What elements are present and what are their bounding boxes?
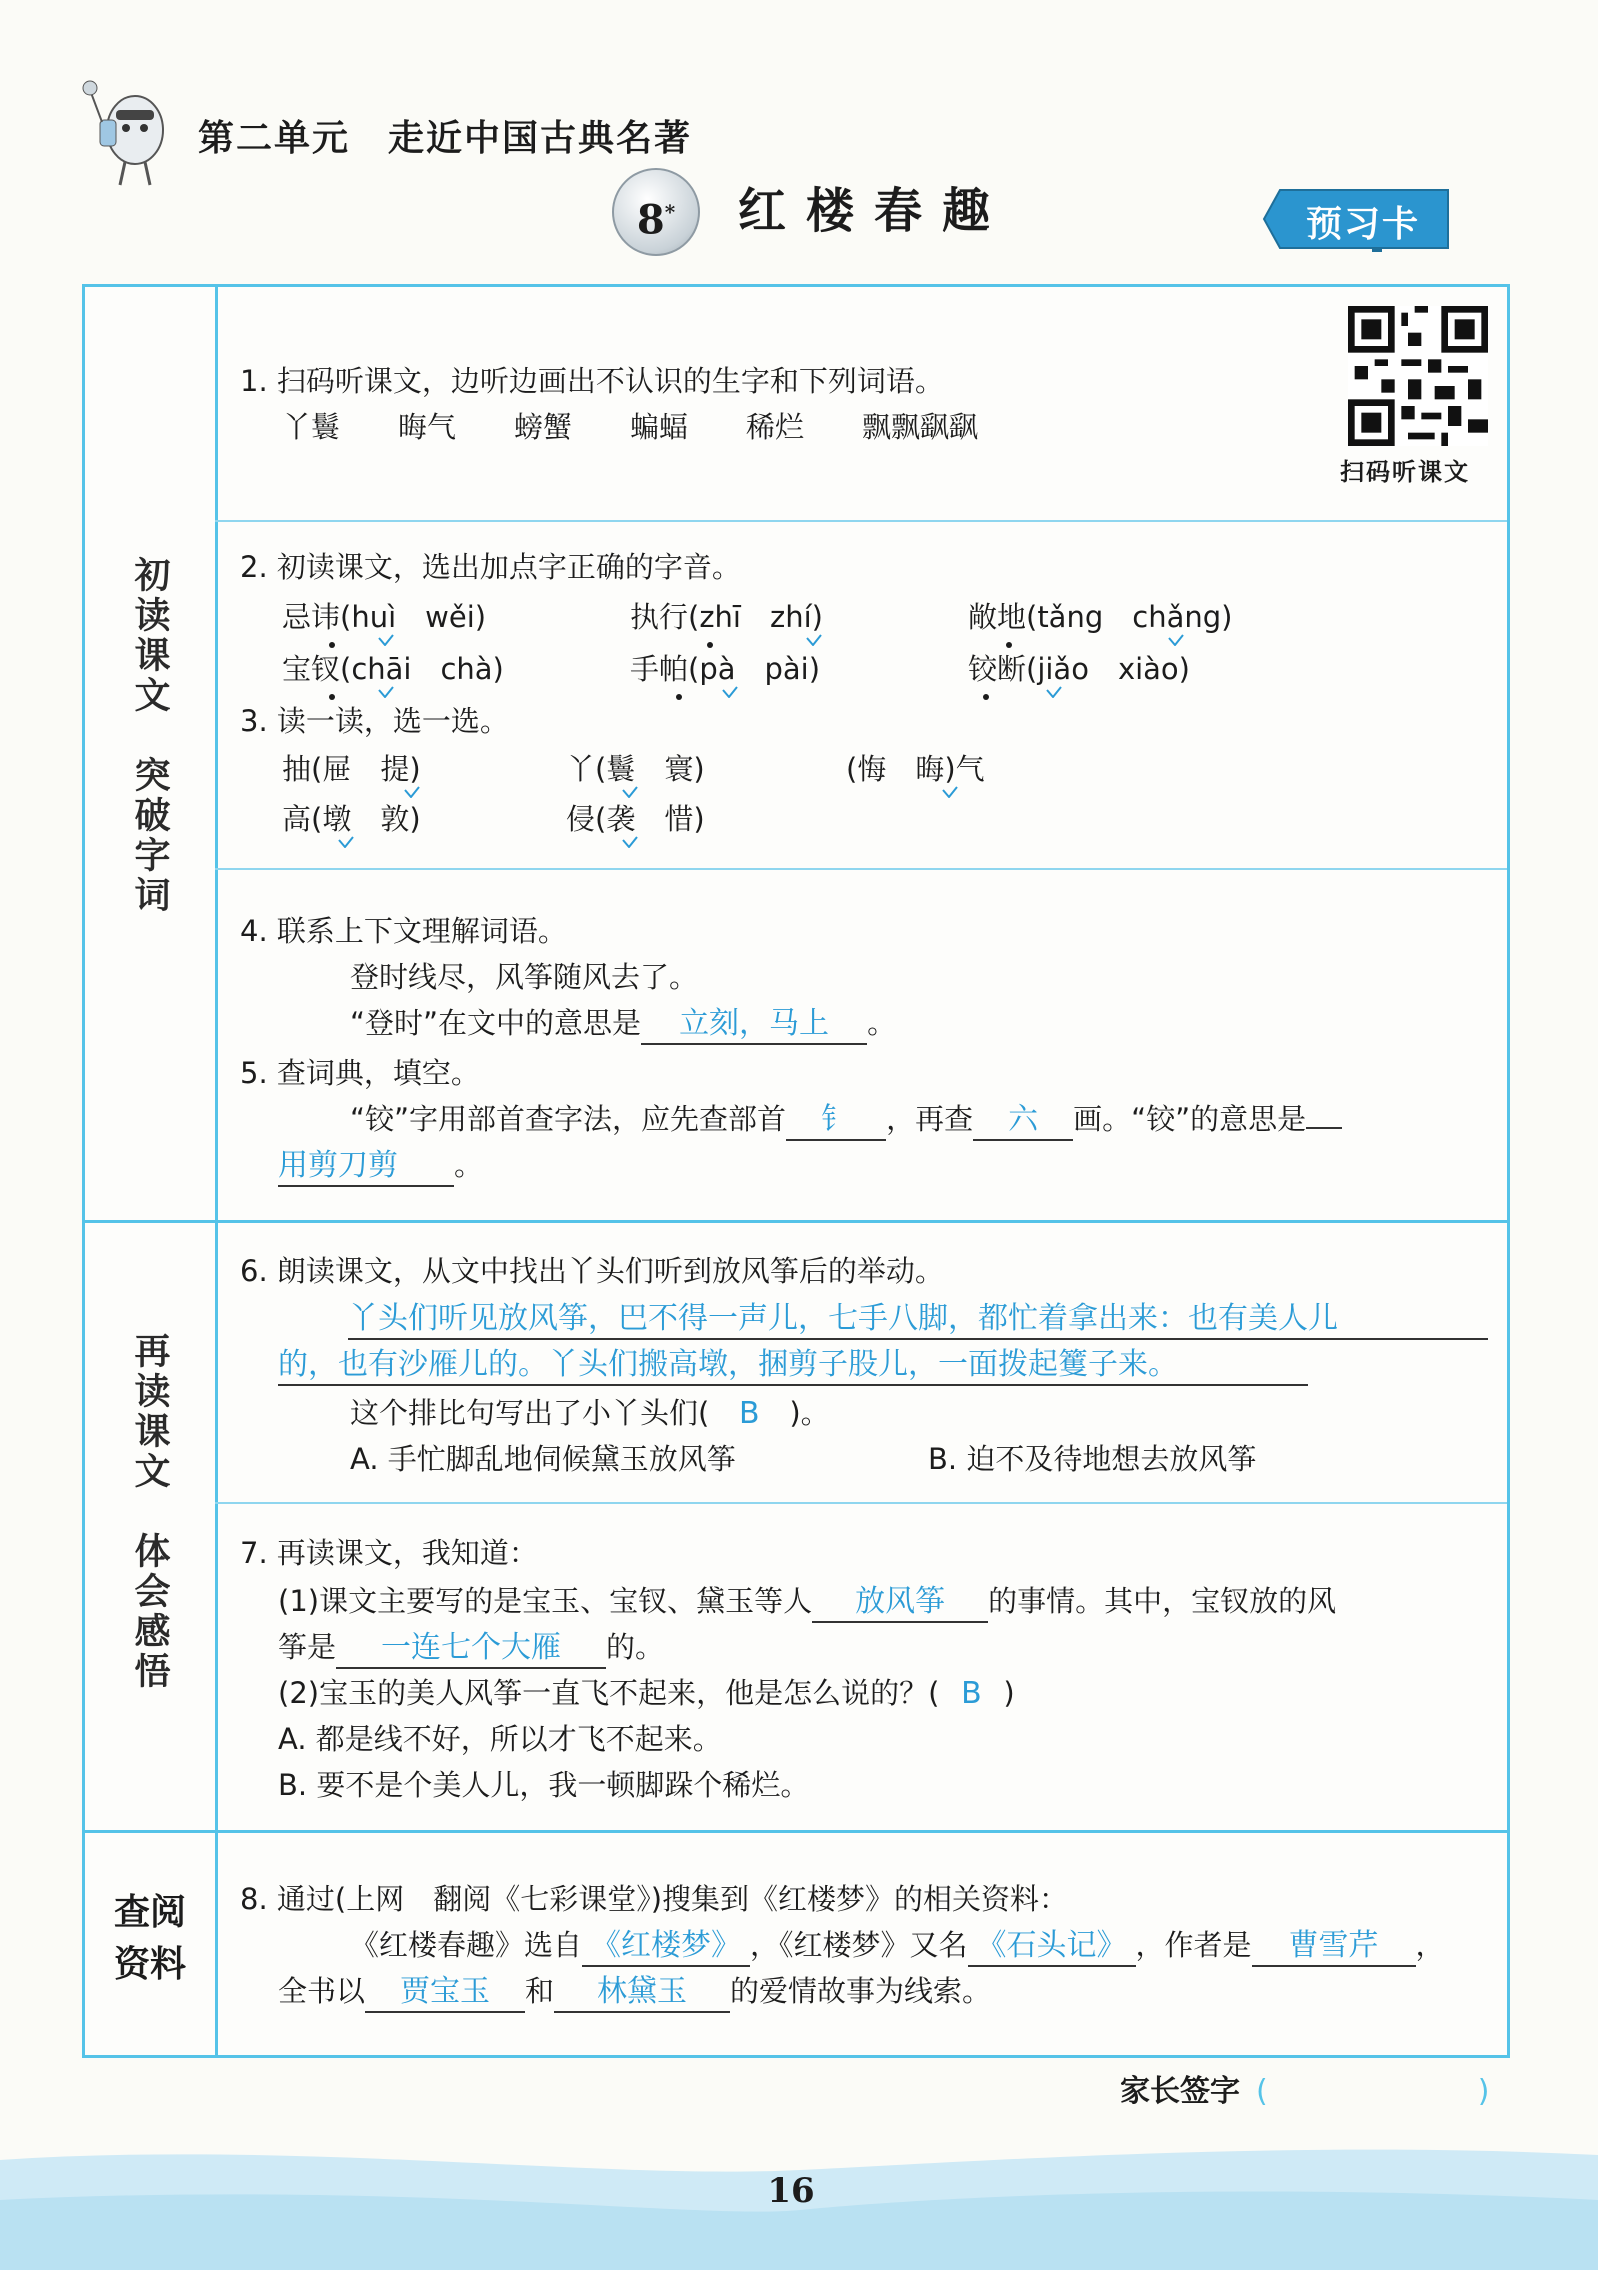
q5-text-d: 。 <box>454 1148 484 1182</box>
q8-text-d: ， <box>1415 1928 1445 1962</box>
q7-option-b: B. 要不是个美人儿，我一顿脚跺个稀烂。 <box>278 1768 810 1802</box>
row-divider <box>215 520 1507 522</box>
q3-item-a2: 高(墩 敦) <box>282 802 421 836</box>
row-divider <box>215 1502 1507 1504</box>
q8-line2 <box>278 1972 991 2013</box>
section-label-research-line2: 资料 <box>113 1943 186 1985</box>
unit-title: 第二单元 走近中国古典名著 <box>198 118 693 159</box>
q2-prompt: 2. 初读课文，选出加点字正确的字音。 <box>240 550 741 584</box>
emphasis-dot <box>983 694 989 700</box>
q4-question-pre: “登时”在文中的意思是 <box>350 1006 642 1040</box>
q2-item-a1: 忌讳(huì wěi) <box>282 600 487 634</box>
lesson-star: * <box>664 200 676 224</box>
q6-answer-line2: 的，也有沙雁儿的。丫头们搬高墩，捆剪子股儿，一面拨起籆子来。 <box>278 1346 1308 1386</box>
check-mark-icon <box>378 634 394 646</box>
q7-prompt: 7. 再读课文，我知道： <box>240 1536 538 1570</box>
parent-signature-label: 家长签字 <box>1120 2074 1240 2109</box>
q7-part1-text-a: (1)课文主要写的是宝玉、宝钗、黛玉等人 <box>278 1584 813 1618</box>
q2-item-b2: 手帕(pà pài) <box>630 652 821 686</box>
q4-question <box>350 1004 896 1045</box>
q2-item-c2: 铰断(jiǎo xiào) <box>968 652 1190 686</box>
q3-item-b2: 侵(袭 惜) <box>566 802 705 836</box>
check-mark-icon <box>622 836 638 848</box>
page-number: 16 <box>767 2171 815 2211</box>
q5-answer-radical: 钅 <box>786 1101 886 1141</box>
q7-part1-text-c: 筝是 <box>278 1630 337 1664</box>
section-divider-vertical <box>215 284 218 2055</box>
q1-words: 丫鬟 晦气 螃蟹 蝙蝠 稀烂 飘飘飖飖 <box>282 410 979 444</box>
q7-part1-line2 <box>278 1628 664 1669</box>
q7-part2-question <box>278 1674 1015 1713</box>
q8-text-e: 全书以 <box>278 1974 366 2008</box>
q5-text-a: “铰”字用部首查字法，应先查部首 <box>350 1102 787 1136</box>
section-label-first-reading: 初读课文 突破字词 <box>129 556 171 916</box>
q5-answer-strokes: 六 <box>973 1101 1073 1141</box>
q5-blank-tail <box>1306 1127 1342 1129</box>
q8-answer-alias: 《石头记》 <box>968 1927 1136 1967</box>
q4-answer: 立刻，马上 <box>641 1005 867 1045</box>
lesson-number: 8 <box>636 196 665 244</box>
check-mark-icon <box>622 786 638 798</box>
lesson-number-badge <box>612 168 700 256</box>
parent-signature-field[interactable]: ( ) <box>1256 2074 1490 2109</box>
q8-prompt: 8. 通过(上网 翻阅《七彩课堂》)搜集到《红楼梦》的相关资料： <box>240 1882 1069 1916</box>
q8-text-c: ，作者是 <box>1135 1928 1252 1962</box>
section-divider <box>82 1830 1507 1833</box>
q8-answer-source: 《红楼梦》 <box>582 1927 750 1967</box>
q7-part2-text-pre: (2)宝玉的美人风筝一直飞不起来，他是怎么说的？( <box>278 1676 940 1710</box>
q6-prompt: 6. 朗读课文，从文中找出丫头们听到放风筝后的举动。 <box>240 1254 944 1288</box>
q8-answer-author: 曹雪芹 <box>1252 1927 1416 1967</box>
q2-item-c1: 敞地(tǎng chǎng) <box>968 600 1233 634</box>
check-mark-icon <box>806 634 822 646</box>
check-mark-icon <box>378 686 394 698</box>
emphasis-dot <box>676 694 682 700</box>
q8-answer-hero: 贾宝玉 <box>365 1973 525 2013</box>
q8-answer-heroine: 林黛玉 <box>554 1973 730 2013</box>
emphasis-dot <box>329 694 335 700</box>
q5-answer-meaning: 用剪刀剪 <box>278 1147 454 1187</box>
q5-prompt: 5. 查词典，填空。 <box>240 1056 480 1090</box>
section-divider <box>82 1220 1507 1223</box>
check-mark-icon <box>1168 634 1184 646</box>
check-mark-icon <box>338 836 354 848</box>
q6-question-post: )。 <box>789 1396 830 1430</box>
q6-option-b: B. 迫不及待地想去放风筝 <box>928 1442 1257 1476</box>
q8-text-b: ，《红楼梦》又名 <box>750 1928 968 1962</box>
qr-code-label: 扫码听课文 <box>1340 458 1470 486</box>
q7-answer-kite: 一连七个大雁 <box>336 1629 606 1669</box>
q6-question <box>350 1394 830 1433</box>
check-mark-icon <box>404 786 420 798</box>
q2-item-b1: 执行(zhī zhí) <box>630 600 823 634</box>
q5-line1 <box>350 1100 1342 1141</box>
q1-prompt: 1. 扫码听课文，边听边画出不认识的生字和下列词语。 <box>240 364 944 398</box>
preview-card-label: 预习卡 <box>1306 204 1421 245</box>
row-divider <box>215 868 1507 870</box>
section-label-research-line1: 查阅 <box>113 1891 186 1933</box>
emphasis-dot <box>707 642 713 648</box>
q8-text-g: 的爱情故事为线索。 <box>730 1974 992 2008</box>
mascot-illustration <box>80 70 190 190</box>
check-mark-icon <box>722 686 738 698</box>
q5-text-c: 画。“铰”的意思是 <box>1073 1102 1307 1136</box>
q6-choice-answer: B <box>739 1396 760 1431</box>
q4-question-post: 。 <box>867 1006 897 1040</box>
q3-item-a1: 抽(屉 提) <box>282 752 421 786</box>
q6-option-a: A. 手忙脚乱地伺候黛玉放风筝 <box>350 1442 736 1476</box>
q2-item-a2: 宝钗(chāi chà) <box>282 652 504 686</box>
q6-answer-line1: 丫头们听见放风筝，巴不得一声儿，七手八脚，都忙着拿出来：也有美人儿 <box>348 1300 1488 1340</box>
preview-card-badge <box>1262 186 1452 252</box>
section-label-research <box>90 1886 210 1990</box>
q7-part1-text-d: 的。 <box>606 1630 665 1664</box>
q7-part1-text-b: 的事情。其中，宝钗放的风 <box>988 1584 1337 1618</box>
q8-text-a: 《红楼春趣》选自 <box>350 1928 583 1962</box>
q7-choice-answer: B <box>961 1676 982 1711</box>
check-mark-icon <box>1046 686 1062 698</box>
q5-line2 <box>278 1146 483 1187</box>
q3-item-c1: (悔 晦)气 <box>846 752 985 786</box>
check-mark-icon <box>942 786 958 798</box>
q7-option-a: A. 都是线不好，所以才飞不起来。 <box>278 1722 722 1756</box>
q8-line1 <box>350 1926 1445 1967</box>
q4-sentence: 登时线尽，风筝随风去了。 <box>350 960 699 994</box>
emphasis-dot <box>1006 642 1012 648</box>
q7-part1-line1 <box>278 1582 1336 1623</box>
q8-text-f: 和 <box>525 1974 555 2008</box>
section-label-second-reading: 再读课文 体会感悟 <box>129 1332 171 1692</box>
q3-prompt: 3. 读一读，选一选。 <box>240 704 509 738</box>
q6-question-pre: 这个排比句写出了小丫头们( <box>350 1396 710 1430</box>
emphasis-dot <box>329 642 335 648</box>
q5-text-b: ，再查 <box>886 1102 974 1136</box>
q7-part2-text-post: ) <box>1003 1676 1015 1710</box>
q3-item-b1: 丫(鬟 寰) <box>566 752 705 786</box>
q4-prompt: 4. 联系上下文理解词语。 <box>240 914 567 948</box>
qr-code-icon[interactable] <box>1348 306 1488 446</box>
lesson-title: 红楼春趣 <box>738 183 1011 239</box>
q7-answer-activity: 放风筝 <box>812 1583 988 1623</box>
